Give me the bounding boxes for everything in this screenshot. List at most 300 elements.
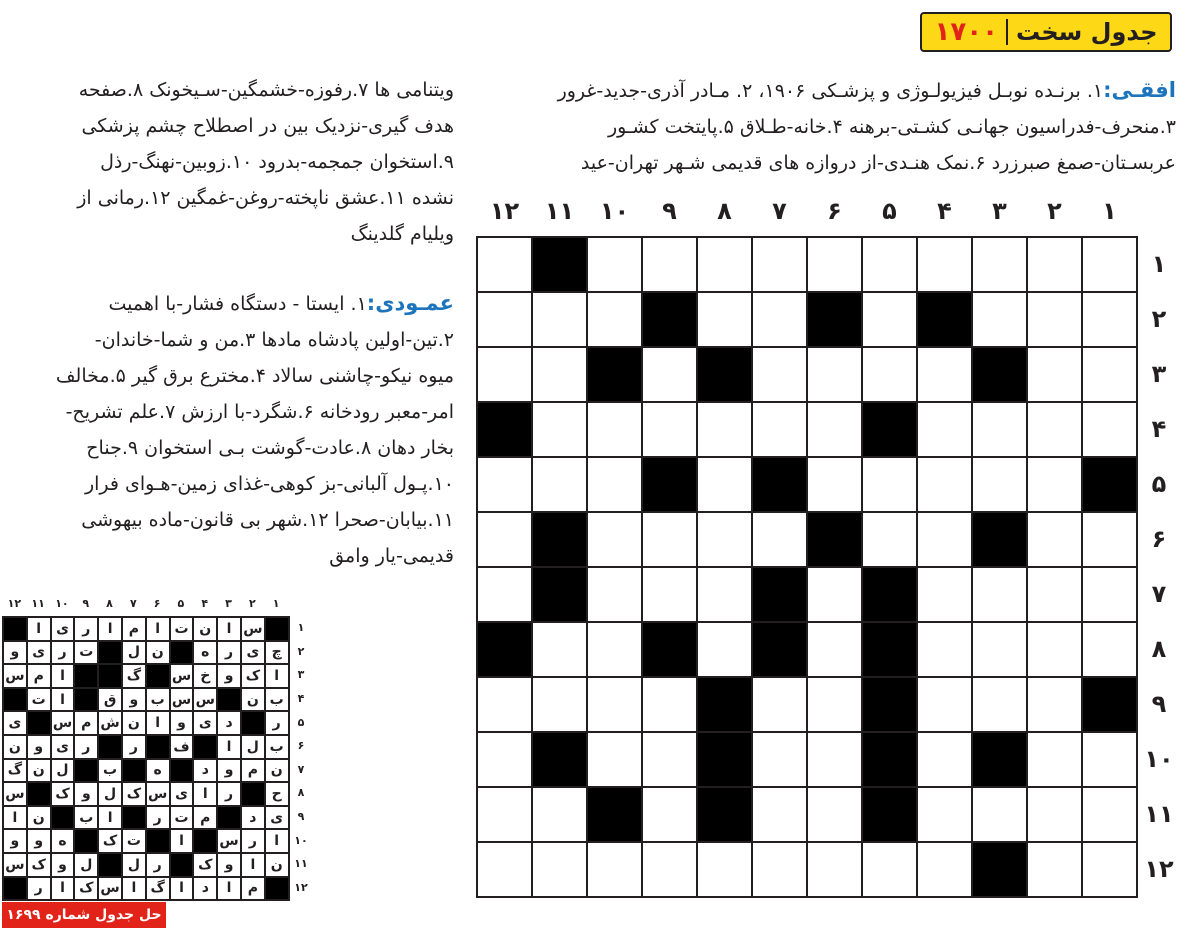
empty-cell[interactable] <box>587 512 642 567</box>
solution-letter-cell: د <box>217 711 241 735</box>
solution-letter-cell: ه <box>51 829 75 853</box>
solution-letter-cell: م <box>27 664 51 688</box>
solution-letter-cell: ن <box>146 641 170 665</box>
empty-cell[interactable] <box>697 402 752 457</box>
clue-line: ۳.منحرف-فدراسیون جهانـی کشـتی-برهنه ۴.خانه-طـلاق ۵.پایتخت کشـور <box>607 116 1176 138</box>
empty-cell[interactable] <box>972 457 1027 512</box>
clue-line: ۱. ایستا - دستگاه فشار-با اهمیت <box>108 293 367 315</box>
empty-cell[interactable] <box>532 347 587 402</box>
solution-letter-cell: گ <box>146 877 170 901</box>
horizontal-clues-continued <box>4 72 454 252</box>
clue-line: قدیمی-یار وامق <box>329 545 454 567</box>
clue-line: عربسـتان-صمغ صبرزرد ۶.نمک هنـدی-از دروازه های قدیمی شـهر تهران-عید <box>580 152 1176 174</box>
solution-letter-cell: ن <box>265 853 289 877</box>
empty-cell[interactable] <box>642 677 697 732</box>
puzzle-row-numbers <box>1141 236 1177 896</box>
column-number: ۱۰ <box>599 197 630 225</box>
solution-row-number: ۱۱ <box>294 857 308 871</box>
solution-letter-cell: ا <box>241 853 265 877</box>
empty-cell[interactable] <box>532 622 587 677</box>
solution-letter-cell: ا <box>265 664 289 688</box>
solution-letter-cell: ا <box>265 829 289 853</box>
solution-letter-cell: ر <box>122 735 146 759</box>
black-cell <box>642 622 697 677</box>
empty-cell[interactable] <box>697 512 752 567</box>
solution-black-cell <box>3 617 27 641</box>
solution-column-number: ۵ <box>177 597 185 610</box>
empty-cell[interactable] <box>532 677 587 732</box>
black-cell <box>972 512 1027 567</box>
solution-letter-cell: م <box>74 711 98 735</box>
black-cell <box>697 347 752 402</box>
solution-letter-cell: ی <box>51 735 75 759</box>
clue-line: ۹.استخوان جمجمه-بدرود ۱۰.زوبین-نهنگ-رذل <box>100 151 454 173</box>
empty-cell[interactable] <box>862 292 917 347</box>
row-number: ۷ <box>1151 579 1167 608</box>
solution-letter-cell: ا <box>217 617 241 641</box>
empty-cell[interactable] <box>752 292 807 347</box>
empty-cell[interactable] <box>752 787 807 842</box>
solution-letter-cell: ت <box>170 617 194 641</box>
solution-letter-cell: و <box>3 829 27 853</box>
solution-letter-cell: و <box>51 853 75 877</box>
solution-letter-cell: س <box>193 688 217 712</box>
empty-cell[interactable] <box>642 787 697 842</box>
solution-letter-cell: و <box>3 641 27 665</box>
empty-cell[interactable] <box>1082 787 1137 842</box>
empty-cell[interactable] <box>587 402 642 457</box>
clue-line: ۱۱.بیابان-صحرا ۱۲.شهر بی قانون-ماده بیهوشی <box>81 509 454 531</box>
solution-letter-cell: ن <box>122 711 146 735</box>
empty-cell[interactable] <box>1027 237 1082 292</box>
black-cell <box>972 842 1027 897</box>
row-number: ۹ <box>1151 689 1167 718</box>
empty-cell[interactable] <box>1027 787 1082 842</box>
black-cell <box>697 787 752 842</box>
solution-letter-cell: ه <box>193 641 217 665</box>
empty-cell[interactable] <box>477 732 532 787</box>
solution-letter-cell: ت <box>122 829 146 853</box>
empty-cell[interactable] <box>752 842 807 897</box>
empty-cell[interactable] <box>642 237 697 292</box>
clue-line: نشده ۱۱.عشق ناپخته-روغن-غمگین ۱۲.رمانی از <box>77 187 454 209</box>
empty-cell[interactable] <box>1027 457 1082 512</box>
solution-row-number: ۹ <box>297 810 305 824</box>
solution-letter-cell: ا <box>98 806 122 830</box>
empty-cell[interactable] <box>1027 292 1082 347</box>
empty-cell[interactable] <box>642 567 697 622</box>
empty-cell[interactable] <box>1082 512 1137 567</box>
black-cell <box>1082 677 1137 732</box>
solution-black-cell <box>74 688 98 712</box>
empty-cell[interactable] <box>587 457 642 512</box>
solution-letter-cell: ه <box>146 759 170 783</box>
empty-cell[interactable] <box>477 292 532 347</box>
empty-cell[interactable] <box>587 622 642 677</box>
empty-cell[interactable] <box>532 402 587 457</box>
black-cell <box>1082 457 1137 512</box>
black-cell <box>587 787 642 842</box>
empty-cell[interactable] <box>807 347 862 402</box>
empty-cell[interactable] <box>917 347 972 402</box>
empty-cell[interactable] <box>532 457 587 512</box>
column-number: ۱ <box>1102 197 1117 225</box>
empty-cell[interactable] <box>532 842 587 897</box>
solution-column-number: ۱۲ <box>7 597 22 610</box>
column-number: ۱۱ <box>544 197 575 225</box>
black-cell <box>917 292 972 347</box>
solution-black-cell <box>3 688 27 712</box>
empty-cell[interactable] <box>917 732 972 787</box>
column-number: ۱۲ <box>489 197 520 225</box>
solution-black-cell <box>217 806 241 830</box>
solution-black-cell <box>122 806 146 830</box>
solution-letter-cell: ب <box>74 806 98 830</box>
solution-letter-cell: ا <box>98 617 122 641</box>
empty-cell[interactable] <box>477 567 532 622</box>
solution-letter-cell: ت <box>27 688 51 712</box>
solution-letter-cell: ا <box>217 735 241 759</box>
solution-letter-cell: ی <box>193 711 217 735</box>
solution-black-cell <box>170 641 194 665</box>
solution-letter-cell: ک <box>27 853 51 877</box>
empty-cell[interactable] <box>752 237 807 292</box>
row-number: ۱ <box>1151 249 1167 278</box>
empty-cell[interactable] <box>752 512 807 567</box>
empty-cell[interactable] <box>477 842 532 897</box>
black-cell <box>532 732 587 787</box>
empty-cell[interactable] <box>862 347 917 402</box>
black-cell <box>697 732 752 787</box>
solution-letter-cell: ا <box>51 877 75 901</box>
horizontal-clues-top <box>476 72 1176 181</box>
solution-row-number: ۱ <box>297 621 305 635</box>
empty-cell[interactable] <box>917 237 972 292</box>
empty-cell[interactable] <box>807 842 862 897</box>
row-number: ۵ <box>1151 469 1167 498</box>
empty-cell[interactable] <box>752 732 807 787</box>
solution-letter-cell: ت <box>74 641 98 665</box>
row-number: ۳ <box>1151 359 1167 388</box>
solution-letter-cell: س <box>146 782 170 806</box>
black-cell <box>807 292 862 347</box>
empty-cell[interactable] <box>862 457 917 512</box>
solution-letter-cell: ک <box>98 829 122 853</box>
solution-black-cell <box>27 782 51 806</box>
solution-letter-cell: ا <box>3 806 27 830</box>
black-cell <box>807 512 862 567</box>
solution-column-number: ۳ <box>225 597 232 610</box>
black-cell <box>477 402 532 457</box>
solution-letter-cell: ا <box>146 617 170 641</box>
empty-cell[interactable] <box>477 512 532 567</box>
empty-cell[interactable] <box>1082 347 1137 402</box>
black-cell <box>477 622 532 677</box>
empty-cell[interactable] <box>477 787 532 842</box>
empty-cell[interactable] <box>587 567 642 622</box>
solution-letter-cell: م <box>122 617 146 641</box>
solution-letter-cell: ر <box>74 617 98 641</box>
clue-line: بخار دهان ۸.عادت-گوشت بـی استخوان ۹.جناح <box>86 437 454 459</box>
solution-row-number: ۷ <box>297 762 305 776</box>
empty-cell[interactable] <box>1027 512 1082 567</box>
empty-cell[interactable] <box>917 567 972 622</box>
empty-cell[interactable] <box>972 292 1027 347</box>
empty-cell[interactable] <box>917 842 972 897</box>
empty-cell[interactable] <box>587 732 642 787</box>
empty-cell[interactable] <box>477 347 532 402</box>
empty-cell[interactable] <box>752 402 807 457</box>
solution-letter-cell: ن <box>193 617 217 641</box>
empty-cell[interactable] <box>862 842 917 897</box>
solution-row-number: ۴ <box>297 692 305 706</box>
solution-letter-cell: خ <box>193 664 217 688</box>
clue-line: ویلیام گلدینگ <box>350 223 454 245</box>
puzzle-title-badge <box>920 12 1172 52</box>
horizontal-heading: افقـی: <box>1103 78 1176 102</box>
empty-cell[interactable] <box>697 237 752 292</box>
solution-grid <box>2 616 290 901</box>
empty-cell[interactable] <box>807 622 862 677</box>
solution-black-cell <box>98 664 122 688</box>
solution-column-number: ۹ <box>82 597 90 610</box>
column-number: ۸ <box>717 197 732 225</box>
empty-cell[interactable] <box>972 622 1027 677</box>
empty-cell[interactable] <box>642 512 697 567</box>
solution-letter-cell: ی <box>27 641 51 665</box>
solution-letter-cell: س <box>170 664 194 688</box>
title-separator <box>1006 19 1008 45</box>
solution-black-cell <box>265 877 289 901</box>
puzzle-title: جدول سخت <box>1015 18 1158 46</box>
puzzle-column-numbers <box>477 194 1137 228</box>
solution-letter-cell: ر <box>146 806 170 830</box>
empty-cell[interactable] <box>807 457 862 512</box>
black-cell <box>752 567 807 622</box>
empty-cell[interactable] <box>972 237 1027 292</box>
empty-cell[interactable] <box>1027 732 1082 787</box>
empty-cell[interactable] <box>807 677 862 732</box>
clue-line: میوه نیکو-چاشنی سالاد ۴.مخترع برق گیر ۵.مخالف <box>55 365 454 387</box>
solution-letter-cell: و <box>170 711 194 735</box>
solution-letter-cell: چ <box>265 641 289 665</box>
solution-column-number: ۸ <box>106 597 113 610</box>
solution-caption: حل جدول شماره ۱۶۹۹ <box>2 902 166 928</box>
empty-cell[interactable] <box>697 567 752 622</box>
empty-cell[interactable] <box>1082 292 1137 347</box>
solution-letter-cell: و <box>217 664 241 688</box>
clue-line: ۱۰.پـول آلبانی-بز کوهی-غذای زمین-هـوای فرار <box>84 473 454 495</box>
solution-letter-cell: ق <box>98 688 122 712</box>
solution-column-numbers <box>2 597 288 613</box>
solution-letter-cell: و <box>217 853 241 877</box>
solution-row-numbers <box>290 616 312 900</box>
black-cell <box>697 677 752 732</box>
empty-cell[interactable] <box>807 567 862 622</box>
column-number: ۶ <box>827 197 842 225</box>
empty-cell[interactable] <box>587 842 642 897</box>
empty-cell[interactable] <box>1082 732 1137 787</box>
column-number: ۹ <box>662 197 677 225</box>
solution-letter-cell: ش <box>98 711 122 735</box>
empty-cell[interactable] <box>1027 622 1082 677</box>
empty-cell[interactable] <box>807 237 862 292</box>
empty-cell[interactable] <box>807 732 862 787</box>
solution-letter-cell: ن <box>241 688 265 712</box>
black-cell <box>862 567 917 622</box>
solution-letter-cell: ت <box>170 806 194 830</box>
empty-cell[interactable] <box>917 402 972 457</box>
solution-row-number: ۳ <box>297 668 305 682</box>
solution-letter-cell: ا <box>27 617 51 641</box>
solution-black-cell <box>122 759 146 783</box>
solution-letter-cell: ر <box>217 641 241 665</box>
solution-letter-cell: ل <box>74 853 98 877</box>
empty-cell[interactable] <box>917 622 972 677</box>
solution-row-number: ۱۰ <box>294 833 308 847</box>
solution-letter-cell: و <box>217 759 241 783</box>
column-number: ۷ <box>772 197 787 225</box>
empty-cell[interactable] <box>862 512 917 567</box>
empty-cell[interactable] <box>642 842 697 897</box>
solution-letter-cell: ی <box>170 782 194 806</box>
solution-letter-cell: و <box>27 829 51 853</box>
black-cell <box>642 457 697 512</box>
empty-cell[interactable] <box>1082 842 1137 897</box>
empty-cell[interactable] <box>752 677 807 732</box>
empty-cell[interactable] <box>807 787 862 842</box>
solution-row-number: ۱۲ <box>294 880 308 894</box>
empty-cell[interactable] <box>587 677 642 732</box>
black-cell <box>532 512 587 567</box>
solution-letter-cell: س <box>3 782 27 806</box>
solution-letter-cell: ک <box>241 664 265 688</box>
solution-column-number: ۴ <box>201 597 209 610</box>
solution-black-cell <box>193 735 217 759</box>
solution-letter-cell: س <box>98 877 122 901</box>
solution-letter-cell: س <box>51 711 75 735</box>
solution-letter-cell: ب <box>265 688 289 712</box>
column-number: ۴ <box>937 197 952 225</box>
solution-black-cell <box>98 853 122 877</box>
solution-letter-cell: ح <box>265 782 289 806</box>
empty-cell[interactable] <box>1082 567 1137 622</box>
empty-cell[interactable] <box>1027 402 1082 457</box>
empty-cell[interactable] <box>532 292 587 347</box>
solution-letter-cell: ب <box>146 688 170 712</box>
empty-cell[interactable] <box>972 567 1027 622</box>
empty-cell[interactable] <box>697 292 752 347</box>
solution-letter-cell: ک <box>51 782 75 806</box>
empty-cell[interactable] <box>642 402 697 457</box>
black-cell <box>752 622 807 677</box>
empty-cell[interactable] <box>752 347 807 402</box>
empty-cell[interactable] <box>477 237 532 292</box>
solution-black-cell <box>265 617 289 641</box>
empty-cell[interactable] <box>917 787 972 842</box>
solution-letter-cell: ک <box>122 782 146 806</box>
solution-letter-cell: و <box>74 782 98 806</box>
empty-cell[interactable] <box>1027 842 1082 897</box>
solution-letter-cell: س <box>170 688 194 712</box>
empty-cell[interactable] <box>1082 402 1137 457</box>
black-cell <box>972 732 1027 787</box>
solution-letter-cell: ا <box>170 829 194 853</box>
empty-cell[interactable] <box>1027 677 1082 732</box>
empty-cell[interactable] <box>477 457 532 512</box>
solution-letter-cell: ا <box>51 664 75 688</box>
empty-cell[interactable] <box>972 787 1027 842</box>
empty-cell[interactable] <box>1027 567 1082 622</box>
solution-letter-cell: ا <box>51 688 75 712</box>
row-number: ۲ <box>1151 304 1167 333</box>
empty-cell[interactable] <box>587 292 642 347</box>
empty-cell[interactable] <box>587 237 642 292</box>
empty-cell[interactable] <box>1027 347 1082 402</box>
solution-letter-cell: ی <box>265 806 289 830</box>
column-number: ۲ <box>1047 197 1062 225</box>
empty-cell[interactable] <box>917 457 972 512</box>
empty-cell[interactable] <box>532 787 587 842</box>
black-cell <box>862 402 917 457</box>
solution-letter-cell: د <box>193 877 217 901</box>
solution-row-number: ۵ <box>297 715 305 729</box>
solution-letter-cell: ن <box>27 759 51 783</box>
empty-cell[interactable] <box>972 402 1027 457</box>
row-number: ۶ <box>1151 524 1167 553</box>
empty-cell[interactable] <box>697 622 752 677</box>
empty-cell[interactable] <box>1082 622 1137 677</box>
row-number: ۴ <box>1151 414 1167 443</box>
solution-letter-cell: م <box>241 877 265 901</box>
row-number: ۸ <box>1151 634 1167 663</box>
solution-column-number: ۱۱ <box>31 597 45 610</box>
solution-black-cell <box>98 641 122 665</box>
empty-cell[interactable] <box>917 512 972 567</box>
empty-cell[interactable] <box>917 677 972 732</box>
solution-black-cell <box>193 829 217 853</box>
solution-black-cell <box>27 711 51 735</box>
solution-letter-cell: م <box>193 806 217 830</box>
empty-cell[interactable] <box>1082 237 1137 292</box>
empty-cell[interactable] <box>862 237 917 292</box>
empty-cell[interactable] <box>477 677 532 732</box>
empty-cell[interactable] <box>642 347 697 402</box>
solution-letter-cell: ل <box>98 782 122 806</box>
solution-letter-cell: د <box>241 806 265 830</box>
empty-cell[interactable] <box>697 842 752 897</box>
solution-letter-cell: ر <box>217 782 241 806</box>
solution-letter-cell: ی <box>51 617 75 641</box>
solution-column-number: ۱۰ <box>55 597 69 610</box>
empty-cell[interactable] <box>972 677 1027 732</box>
solution-letter-cell: ل <box>122 641 146 665</box>
solution-letter-cell: ا <box>217 877 241 901</box>
solution-column-number: ۱ <box>272 597 280 610</box>
solution-letter-cell: س <box>3 664 27 688</box>
solution-letter-cell: ر <box>74 735 98 759</box>
solution-black-cell <box>51 806 75 830</box>
empty-cell[interactable] <box>697 457 752 512</box>
solution-letter-cell: و <box>27 735 51 759</box>
empty-cell[interactable] <box>807 402 862 457</box>
black-cell <box>587 347 642 402</box>
black-cell <box>862 677 917 732</box>
empty-cell[interactable] <box>642 732 697 787</box>
clue-line: امر-معبر رودخانه ۶.شگرد-با ارزش ۷.علم تشریح- <box>65 401 454 423</box>
row-number: ۱۰ <box>1144 744 1174 773</box>
solution-black-cell <box>74 829 98 853</box>
